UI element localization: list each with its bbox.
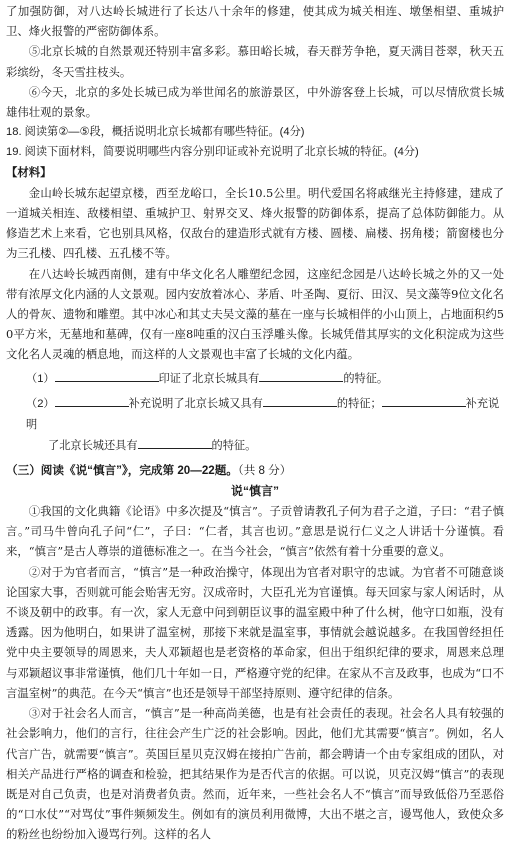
answer-blank-2a[interactable] bbox=[55, 394, 129, 407]
article-paragraph-1: ①我国的文化典籍《论语》中多次提及“慎言”。子贡曾请教孔子何为君子之道，子曰：“君子慎言。”司马牛曾向孔子问“仁”，子曰：“仁者，其言也讱。”意思是说行仁义之人讲话十分谨慎。看来，“慎言”是古人尊崇的道德标准之一。在当今社会，“慎言”依然有着十分重要的意义。 bbox=[6, 504, 504, 559]
material-tag: 【材料】 bbox=[6, 166, 52, 179]
fill-2-mid3: 补充说明 bbox=[26, 397, 500, 431]
fill-2-middle: 补充说明了北京长城又具有 bbox=[128, 397, 263, 410]
paragraph-5: ⑤北京长城的自然景观还特别丰富多彩。慕田峪长城，春天群芳争艳，夏天满目苍翠，秋天五彩缤纷，冬天雪拄枝头。 bbox=[6, 44, 504, 79]
fill-1-middle: 印证了北京长城具有 bbox=[158, 372, 260, 385]
article-title: 说“慎言” bbox=[230, 483, 279, 498]
fill-1-suffix: 的特征。 bbox=[343, 372, 389, 385]
answer-blank-2b[interactable] bbox=[263, 394, 337, 407]
section-label: （三）阅读《说“慎言”》，完成第 20—22题。 bbox=[6, 463, 238, 477]
material-paragraph-1: 金山岭长城东起望京楼，西至龙峪口，全长10.5公里。明代爱国名将戚继光主持修建，建成了一道城关相连、敌楼相望、重城护卫、射界交叉、烽火报警的防御体系，提高了总体防御能力。从修造艺术上来看，它也别具风格，仅敌台的建造形式就有方楼、圆楼、扁楼、拐角楼；箭窗楼也分为三孔楼、四孔楼、五孔楼不等。 bbox=[6, 185, 504, 261]
fill-2-prefix: （2） bbox=[26, 397, 55, 410]
question-19: 19. 阅读下面材料，简要说明哪些内容分别印证或补充说明了北京长城的特征。(4分) bbox=[6, 146, 419, 159]
fill-1-prefix: （1） bbox=[26, 372, 55, 385]
material-paragraph-2: 在八达岭长城西南侧，建有中华文化名人雕塑纪念园，这座纪念园是八达岭长城之外的又一处带有浓厚文化内涵的人文景观。园内安放着冰心、茅盾、叶圣陶、夏衍、田汉、吴文藻等9位文化名人的骨灰、遗物和雕塑。其中冰心和其丈夫吴文藻的墓在一座与长城相伴的小山顶上，占地面积约50平方米，无墓地和墓碑，仅有一座8吨重的汉白玉浮雕头像。长城凭借其厚实的文化积淀成为这些文化名人灵魂的栖息地，而这样的人文景观也丰富了长城的文化内蕴。 bbox=[6, 266, 504, 362]
answer-blank-2d[interactable] bbox=[138, 436, 212, 449]
answer-blank-1a[interactable] bbox=[55, 369, 159, 382]
fill-blank-2 bbox=[6, 394, 504, 457]
section-score: （共 8 分） bbox=[237, 463, 292, 477]
reading-passage-continuation: 了加强防御，对八达岭长城进行了长达八十余年的修建，使其成为城关相连、墩堡相望、重城护卫、烽火报警的严密防御体系。 bbox=[6, 4, 504, 39]
answer-blank-2c[interactable] bbox=[382, 394, 466, 407]
article-paragraph-3: ③对于社会名人而言，“慎言”是一种高尚美德，也是有社会责任的表现。社会名人具有较强的社会影响力，他们的言行，往往会产生广泛的社会影响。因此，他们尤其需要“慎言”。例如，名人代言广告，就需要“慎言”。英国巨星贝克汉姆在接拍广告前，都会聘请一个由专家组成的团队，对相关产品进行严格的调查和检验，把其结果作为是否代言的依据。可以说，贝克汉姆“慎言”的表现既是对自己负责，也是对消费者负责。然而，近年来，一些社会名人不“慎言”而导致低俗乃至恶俗的“口水仗”“对骂仗”事件频频发生。例如有的演员利用微博，大出不堪之言，谩骂他人，致使众多的粉丝也纷纷加入谩骂行列。这样的名人 bbox=[6, 706, 504, 842]
paragraph-6: ⑥今天，北京的多处长城已成为举世闻名的旅游景区，中外游客登上长城，可以尽情欣赏长城雄伟壮观的景象。 bbox=[6, 84, 504, 120]
section-three-heading bbox=[6, 461, 504, 481]
fill-2-suffix: 的特征。 bbox=[211, 439, 257, 452]
fill-blank-1 bbox=[6, 369, 504, 390]
question-18: 18. 阅读第②—⑤段，概括说明北京长城都有哪些特征。(4分) bbox=[6, 126, 305, 139]
fill-2-cont: 了北京长城还具有 bbox=[48, 439, 138, 452]
fill-2-mid2: 的特征； bbox=[336, 397, 382, 410]
answer-blank-1b[interactable] bbox=[259, 369, 343, 382]
article-paragraph-2: ②对于为官者而言，“慎言”是一种政治操守，体现出为官者对职守的忠诚。为官者不可随意谈论国家大事，否则就可能会贻害无穷。汉成帝时，大臣孔光为官谨慎。每天回家与家人闲话时，从不谈及朝中的政事。有一次，家人无意中问到朝臣议事的温室殿中种了什么树，他守口如瓶，没有透露。因为他明白，如果讲了温室树，那接下来就是温室事，事情就会越说越多。在我国曾经担任党中央主要领导的周恩来，夫人邓颖超也是老资格的革命家，但出于组织纪律的要求，周恩来总理与邓颖超议事非常谨慎，他们几十年如一日，严格遵守党的纪律。在家从不言及政事，也成为“口不言温室树”的典范。在今天“慎言”也还是领导干部坚持原则、遵守纪律的信条。 bbox=[6, 564, 504, 700]
